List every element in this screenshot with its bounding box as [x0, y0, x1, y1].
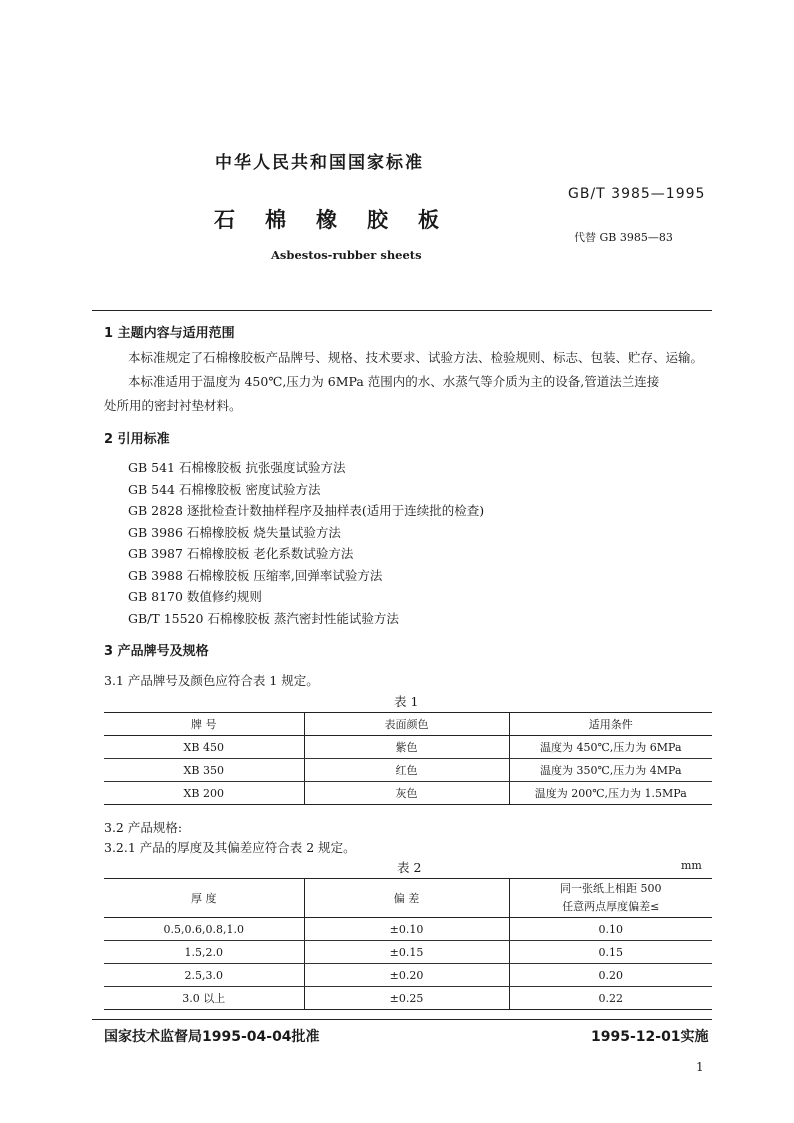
table-cell: 3.0 以上	[182, 992, 226, 1005]
table-row	[104, 987, 712, 1010]
table-cell: 紫色	[304, 736, 509, 759]
table-row	[104, 918, 712, 941]
reference-item: GB 2828 逐批检查计数抽样程序及抽样表(适用于连续批的检查)	[128, 503, 485, 518]
table-cell: 0.22	[509, 987, 712, 1010]
table-2-header-line: 同一张纸上相距 500	[560, 882, 662, 895]
table-cell: ±0.25	[304, 987, 509, 1010]
table-cell: ±0.20	[304, 964, 509, 987]
table-cell: XB 450	[104, 736, 304, 759]
table-row	[104, 782, 712, 805]
header-divider	[92, 310, 712, 311]
clause-3-2-1: 3.2.1 产品的厚度及其偏差应符合表 2 规定。	[104, 840, 356, 855]
table-cell: ±0.15	[304, 941, 509, 964]
table-cell: 1.5,2.0	[104, 941, 304, 964]
table-2-header-cell: 厚 度	[104, 879, 304, 918]
table-1-header-row	[104, 713, 712, 736]
reference-item: GB 8170 数值修约规则	[128, 589, 262, 604]
footer-divider	[92, 1019, 712, 1020]
table-2-header-cell	[509, 879, 712, 918]
table-row	[104, 736, 712, 759]
reference-item: GB 541 石棉橡胶板 抗张强度试验方法	[128, 460, 346, 475]
section-1-paragraph-1: 本标准规定了石棉橡胶板产品牌号、规格、技术要求、试验方法、检验规则、标志、包装、贮存、运输。	[128, 350, 704, 365]
table-1-header-cell: 适用条件	[509, 713, 712, 736]
table-1-header-cell: 表面颜色	[304, 713, 509, 736]
table-1	[104, 712, 712, 805]
document-title-en: Asbestos-rubber sheets	[271, 248, 422, 262]
section-1-paragraph-2: 本标准适用于温度为 450℃,压力为 6MPa 范围内的水、水蒸气等介质为主的设备,管道法兰连接	[128, 374, 660, 389]
table-2-caption: 表 2	[397, 860, 422, 875]
table-row	[104, 759, 712, 782]
table-cell: 温度为 450℃,压力为 6MPa	[509, 736, 712, 759]
section-1-heading: 1 主题内容与适用范围	[104, 326, 235, 341]
reference-item: GB 3987 石棉橡胶板 老化系数试验方法	[128, 546, 354, 561]
table-2-header-row	[104, 879, 712, 918]
table-cell: 0.15	[509, 941, 712, 964]
reference-item: GB 3986 石棉橡胶板 烧失量试验方法	[128, 525, 341, 540]
replaces-note: 代替 GB 3985—83	[574, 231, 673, 244]
table-row	[104, 941, 712, 964]
table-2-header-cell: 偏 差	[304, 879, 509, 918]
section-3-heading: 3 产品牌号及规格	[104, 644, 209, 659]
table-cell: ±0.10	[304, 918, 509, 941]
document-title-zh: 石棉橡胶板	[214, 208, 469, 232]
clause-3-2: 3.2 产品规格:	[104, 820, 183, 835]
implementation-date: 1995-12-01实施	[591, 1029, 709, 1045]
table-1-header-cell: 牌 号	[104, 713, 304, 736]
table-cell: XB 200	[183, 786, 224, 800]
table-cell: 温度为 350℃,压力为 4MPa	[509, 759, 712, 782]
table-cell: 灰色	[304, 782, 509, 805]
table-cell: 红色	[304, 759, 509, 782]
clause-3-1: 3.1 产品牌号及颜色应符合表 1 规定。	[104, 673, 319, 688]
reference-item: GB/T 15520 石棉橡胶板 蒸汽密封性能试验方法	[128, 611, 399, 626]
section-1-paragraph-2-cont: 处所用的密封衬垫材料。	[104, 398, 242, 413]
table-cell: 0.5,0.6,0.8,1.0	[104, 918, 304, 941]
standard-number: GB/T 3985—1995	[568, 186, 706, 202]
approval-note: 国家技术监督局1995-04-04批准	[104, 1029, 320, 1045]
table-2-header-line: 任意两点厚度偏差≤	[562, 900, 660, 913]
table-row	[104, 964, 712, 987]
page-number: 1	[696, 1060, 704, 1074]
national-standard-title: 中华人民共和国国家标准	[215, 153, 424, 173]
table-1-caption: 表 1	[394, 694, 419, 709]
table-cell: 温度为 200℃,压力为 1.5MPa	[509, 782, 712, 805]
table-cell: 0.10	[509, 918, 712, 941]
table-cell: XB 350	[104, 759, 304, 782]
reference-item: GB 544 石棉橡胶板 密度试验方法	[128, 482, 321, 497]
reference-item: GB 3988 石棉橡胶板 压缩率,回弹率试验方法	[128, 568, 383, 583]
table-2-unit: mm	[681, 859, 702, 872]
table-2	[104, 878, 712, 1010]
table-cell: 0.20	[509, 964, 712, 987]
table-cell: 2.5,3.0	[104, 964, 304, 987]
section-2-heading: 2 引用标准	[104, 432, 170, 447]
